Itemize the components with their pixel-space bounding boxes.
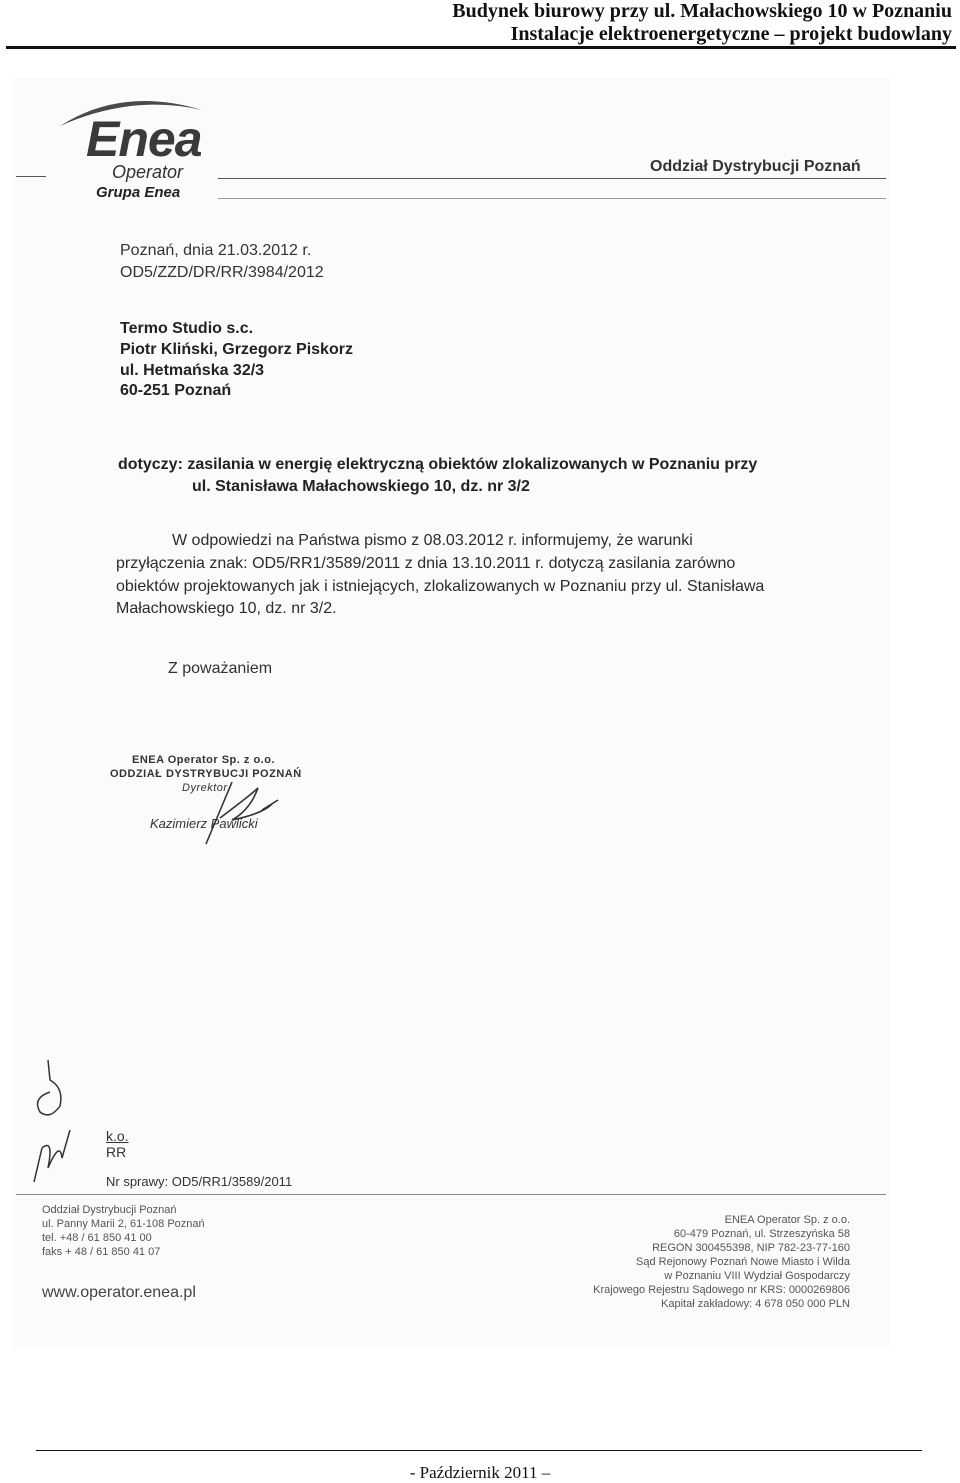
letter-reference: OD5/ZZD/DR/RR/3984/2012 [120,264,324,281]
letter-date: Poznań, dnia 21.03.2012 r. [120,242,312,259]
case-number: Nr sprawy: OD5/RR1/3589/2011 [106,1174,293,1189]
page-footer: - Październik 2011 – [409,1463,551,1482]
footer-left-line: Oddział Dystrybucji Poznań [42,1204,177,1216]
recipient-line: ul. Hetmańska 32/3 [120,362,265,379]
recipient-line: Piotr Kliński, Grzegorz Piskorz [120,341,353,358]
footer-right-line: ENEA Operator Sp. z o.o. [724,1214,850,1226]
ko-label: k.o. [106,1128,129,1144]
footer-right-line: Kapitał zakładowy: 4 678 050 000 PLN [661,1298,850,1310]
signature-icon [192,774,292,854]
body-line: W odpowiedzi na Państwa pismo z 08.03.2012 r. informujemy, że warunki [172,532,693,549]
body-line: przyłączenia znak: OD5/RR1/3589/2011 z dnia 13.10.2011 r. dotyczą zasilania zarówno [116,555,736,572]
recipient-line: 60-251 Poznań [120,382,232,399]
document-header [0,0,952,46]
letterhead-rule-left [16,176,46,177]
initials-icon [20,1058,80,1188]
header-subtitle: Instalacje elektroenergetyczne – projekt budowlany [510,23,952,45]
enea-logo [52,92,252,201]
recipient-line: Termo Studio s.c. [120,320,254,337]
footer-left-line: ul. Panny Marii 2, 61-108 Poznań [42,1218,205,1230]
footer-right-line: Krajowego Rejestru Sądowego nr KRS: 0000269806 [593,1284,850,1296]
logo-group: Grupa Enea [96,184,181,201]
footer-rule [16,1194,886,1195]
logo-operator: Operator [112,162,184,182]
branch-name: Oddział Dystrybucji Poznań [650,158,861,175]
letterhead-rule [218,178,886,179]
subject-line: dotyczy: zasilania w energię elektryczną obiektów zlokalizowanych w Poznaniu przy [118,456,758,473]
page-footer-rule [36,1450,922,1451]
footer-right-line: w Poznaniu VIII Wydział Gospodarczy [664,1270,850,1282]
logo-brand: Enea [86,111,202,167]
header-title: Budynek biurowy przy ul. Małachowskiego 10 w Poznaniu [452,0,952,22]
footer-left-line: tel. +48 / 61 850 41 00 [42,1232,152,1244]
scanned-letter [12,78,890,1348]
footer-right-line: REGON 300455398, NIP 782-23-77-160 [652,1242,850,1254]
letterhead-rule-2 [218,198,886,199]
body-line: obiektów projektowanych jak i istniejących, zlokalizowanych w Poznaniu przy ul. Stanisława [116,578,765,595]
footer-right-line: 60-479 Poznań, ul. Strzeszyńska 58 [673,1228,850,1240]
footer-left-line: faks + 48 / 61 850 41 07 [42,1246,161,1258]
footer-right-line: Sąd Rejonowy Poznań Nowe Miasto i Wilda [636,1256,850,1268]
closing: Z poważaniem [168,660,273,677]
footer-url: www.operator.enea.pl [42,1284,196,1301]
stamp-line: ODDZIAŁ DYSTRYBUCJI POZNAŃ [110,768,302,780]
rr-label: RR [106,1144,127,1160]
header-rule [6,46,956,49]
stamp-line: ENEA Operator Sp. z o.o. [132,754,275,766]
signatory-name: Kazimierz Pawlicki [150,816,258,831]
stamp-line: Dyrektor [182,782,228,794]
body-line: Małachowskiego 10, dz. nr 3/2. [116,600,337,617]
subject-line: ul. Stanisława Małachowskiego 10, dz. nr 3/2 [192,478,530,495]
